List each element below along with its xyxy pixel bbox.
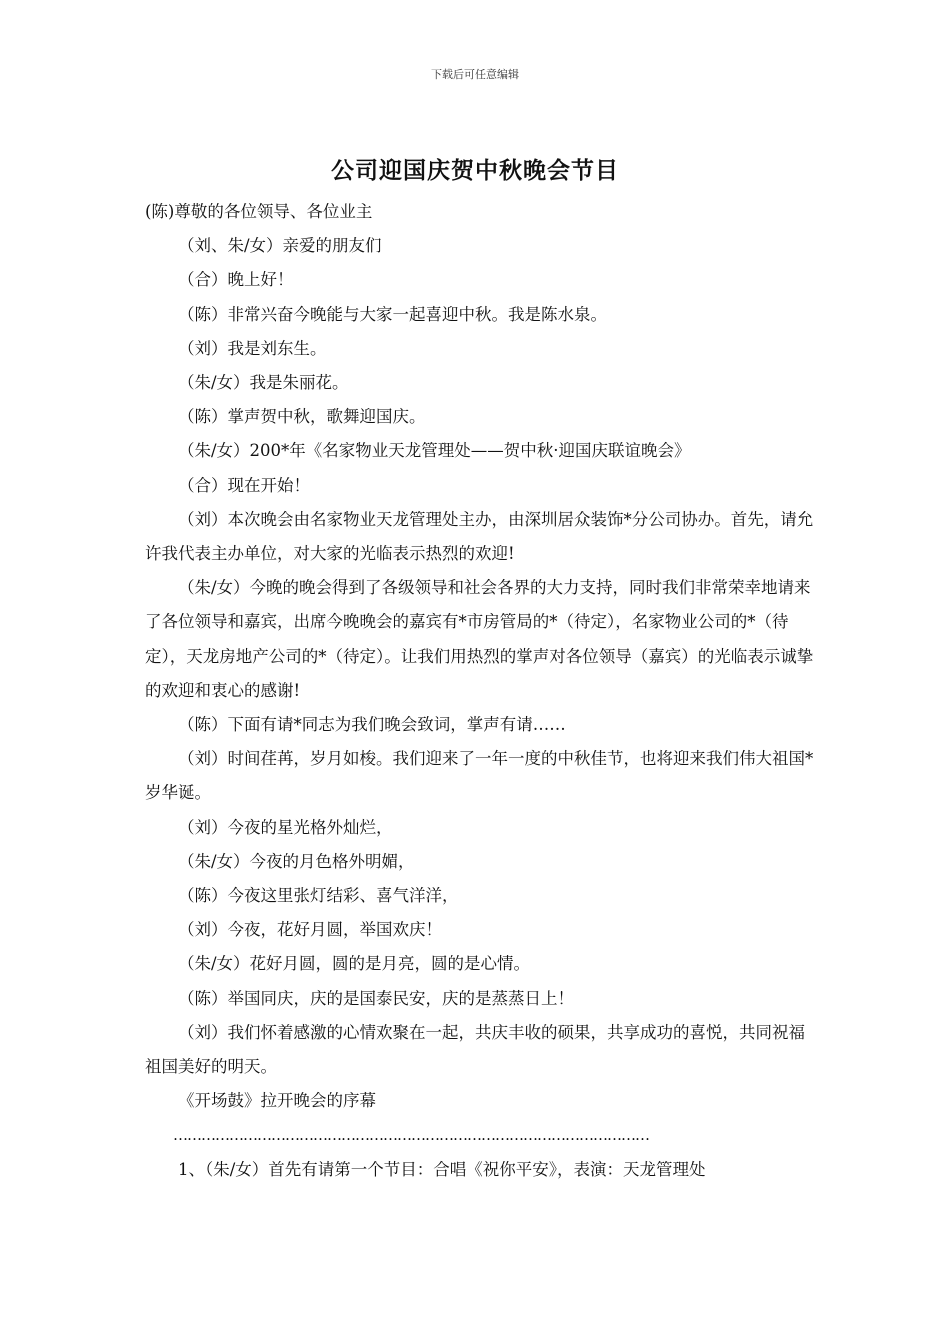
paragraph: （陈）掌声贺中秋，歌舞迎国庆。 xyxy=(178,407,426,427)
paragraph: 1、（朱/女）首先有请第一个节目：合唱《祝你平安》，表演：天龙管理处 xyxy=(178,1159,706,1179)
paragraph: (陈)尊敬的各位领导、各位业主 xyxy=(145,202,373,221)
paragraph: 《开场鼓》拉开晚会的序幕 xyxy=(178,1091,376,1111)
dotted-separator: ………………………………………………………………………………………… xyxy=(173,1126,649,1145)
paragraph: （陈）举国同庆，庆的是国泰民安，庆的是蒸蒸日上！ xyxy=(178,988,574,1008)
paragraph: （刘）本次晚会由名家物业天龙管理处主办，由深圳居众装饰*分公司协办。首先，请允许我代表主办单位，对大家的光临表示热烈的欢迎! xyxy=(145,509,814,564)
paragraph: （合）现在开始！ xyxy=(178,475,310,495)
paragraph: （陈）今夜这里张灯结彩、喜气洋洋， xyxy=(178,886,459,906)
paragraph: （刘）我是刘东生。 xyxy=(178,338,327,358)
paragraph: （合）晚上好！ xyxy=(178,270,294,290)
paragraph: （朱/女）今晚的晚会得到了各级领导和社会各界的大力支持，同时我们非常荣幸地请来了各位领导和嘉宾，出席今晚晚会的嘉宾有*市房管局的*（待定），名家物业公司的*（待定），天龙房地产公司的*（待定）。让我们用热烈的掌声对各位领导（嘉宾）的光临表示诚挚的欢迎和衷心的感谢! xyxy=(145,578,814,700)
header-note: 下载后可任意编辑 xyxy=(431,68,519,81)
paragraph: （刘、朱/女）亲爱的朋友们 xyxy=(178,236,382,256)
paragraph: （朱/女）200*年《名家物业天龙管理处——贺中秋·迎国庆联谊晚会》 xyxy=(178,441,691,461)
paragraph: （刘）今夜，花好月圆，举国欢庆！ xyxy=(178,920,442,940)
paragraph: （陈）非常兴奋今晚能与大家一起喜迎中秋。我是陈水泉。 xyxy=(178,304,607,324)
paragraph: （刘）我们怀着感激的心情欢聚在一起，共庆丰收的硕果，共享成功的喜悦，共同祝福祖国美好的明天。 xyxy=(145,1022,805,1077)
paragraph: （刘）时间荏苒，岁月如梭。我们迎来了一年一度的中秋佳节，也将迎来我们伟大祖国*岁华诞。 xyxy=(145,749,814,803)
paragraph: （朱/女）花好月圆，圆的是月亮，圆的是心情。 xyxy=(178,954,531,974)
paragraph: （朱/女）我是朱丽花。 xyxy=(178,373,349,393)
paragraph: （陈）下面有请*同志为我们晚会致词，掌声有请…… xyxy=(178,715,566,735)
document-body xyxy=(145,195,817,1187)
document-title: 公司迎国庆贺中秋晚会节目 xyxy=(331,158,619,184)
paragraph: （刘）今夜的星光格外灿烂， xyxy=(178,817,393,837)
paragraph: （朱/女）今夜的月色格外明媚， xyxy=(178,851,415,871)
